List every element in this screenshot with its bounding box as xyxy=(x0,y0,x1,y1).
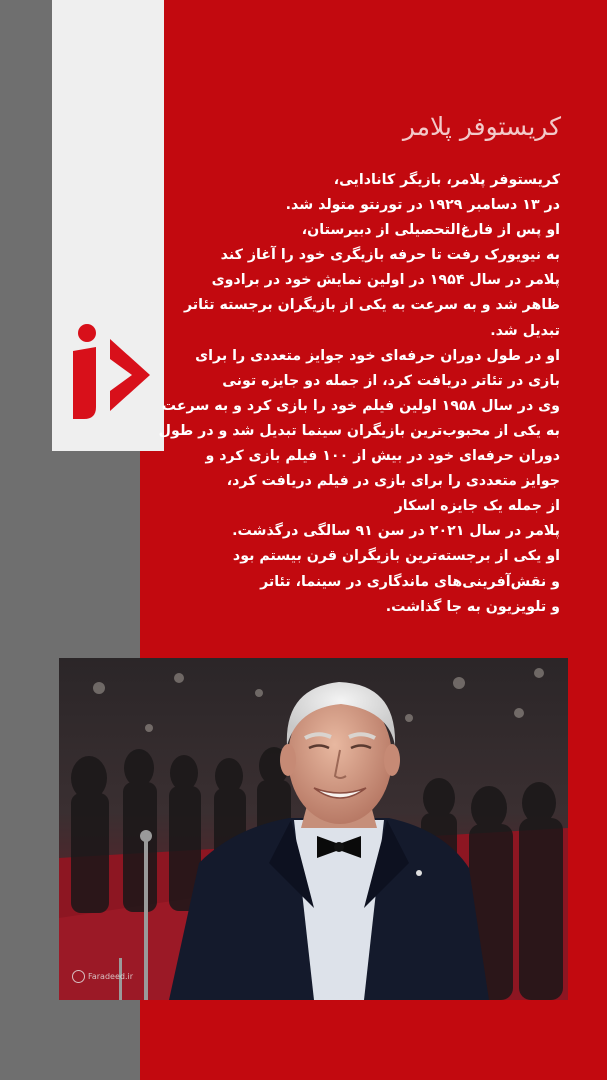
bio-line: وی در سال ۱۹۵۸ اولین فیلم خود را بازی کرد و به سرعت xyxy=(161,397,560,414)
brand-logo-icon xyxy=(70,315,150,425)
page-title: کریستوفر پلامر xyxy=(402,112,561,141)
watermark xyxy=(72,970,133,983)
bio-line: به یکی از محبوب‌ترین بازیگران سینما تبدیل شد و در طول xyxy=(158,422,560,439)
bio-line: ظاهر شد و به سرعت به یکی از بازیگران برجسته تئاتر xyxy=(183,297,560,314)
bio-line: و نقش‌آفرینی‌های ماندگاری در سینما، تئاتر xyxy=(260,573,560,590)
bio-line: تبدیل شد. xyxy=(490,322,560,339)
bio-line: بازی در تئاتر دریافت کرد، از جمله دو جایزه تونی xyxy=(222,372,560,389)
bio-line: پلامر در سال ۱۹۵۴ در اولین نمایش خود در برادوی xyxy=(211,272,560,289)
bio-line: او پس از فارغ‌التحصیلی از دبیرستان، xyxy=(301,222,560,239)
bio-line: از جمله یک جایزه اسکار xyxy=(394,498,560,515)
bio-line: پلامر در سال ۲۰۲۱ در سن ۹۱ سالگی درگذشت. xyxy=(232,523,560,540)
bio-line: به نیویورک رفت تا حرفه بازیگری خود را آغاز کند xyxy=(220,247,560,264)
bio-line: در ۱۳ دسامبر ۱۹۲۹ در تورنتو متولد شد. xyxy=(285,197,560,214)
watermark-text: Faradeed.ir xyxy=(88,972,134,981)
portrait-photo xyxy=(59,658,568,1000)
bio-line: او یکی از برجسته‌ترین بازیگران قرن بیستم بود xyxy=(232,548,560,565)
bio-line: دوران حرفه‌ای خود در بیش از ۱۰۰ فیلم بازی کرد و xyxy=(205,448,560,465)
bio-line: و تلویزیون به جا گذاشت. xyxy=(385,598,560,615)
bio-line: او در طول دوران حرفه‌ای خود جوایز متعددی را برای xyxy=(195,347,560,364)
bio-line: جوایز متعددی را برای بازی در فیلم دریافت کرد، xyxy=(226,473,560,490)
watermark-logo-icon xyxy=(72,970,85,983)
bio-line: کریستوفر پلامر، بازیگر کانادایی، xyxy=(333,172,560,188)
biography-text xyxy=(140,168,560,620)
